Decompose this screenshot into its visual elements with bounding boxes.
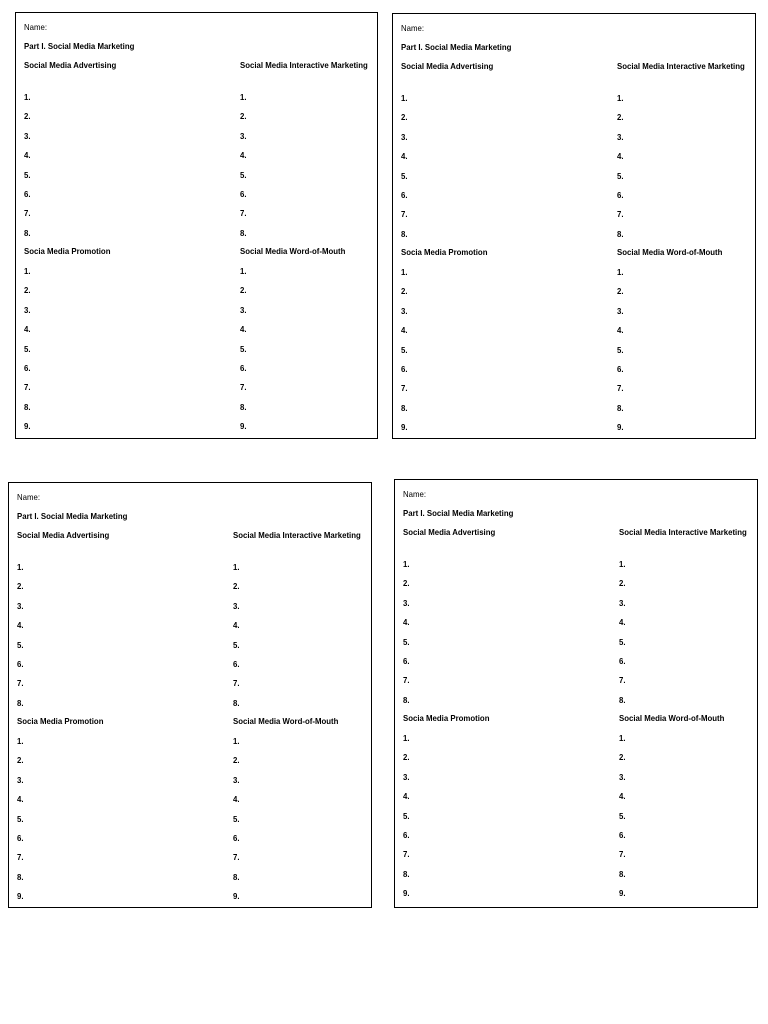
list-item: 4. (17, 620, 24, 631)
list-item: 3. (233, 600, 240, 611)
list-item: 5. (240, 343, 247, 354)
list-item: 5. (401, 344, 408, 355)
list-item: 8. (24, 227, 31, 238)
list-item: 6. (233, 659, 240, 669)
section-heading-word-of-mouth: Social Media Word-of-Mouth (233, 716, 339, 726)
list-item: 1. (17, 736, 24, 746)
list-item: 4. (619, 791, 626, 802)
list-item: 5. (619, 636, 626, 647)
name-label: Name: (401, 23, 425, 33)
list-item: 7. (24, 382, 31, 393)
list-item: 7. (403, 675, 410, 686)
list-item: 2. (619, 752, 626, 763)
list-item: 2. (240, 111, 247, 122)
list-item: 3. (617, 131, 624, 142)
list-item: 6. (17, 659, 24, 669)
list-item: 6. (403, 656, 410, 666)
section-heading-word-of-mouth: Social Media Word-of-Mouth (240, 246, 346, 256)
list-item: 6. (24, 189, 31, 199)
list-item: 8. (617, 402, 624, 413)
list-item: 5. (403, 810, 410, 821)
list-item: 7. (17, 852, 24, 863)
list-item: 9. (240, 421, 247, 432)
list-item: 5. (17, 639, 24, 650)
list-item: 6. (619, 830, 626, 840)
list-item: 2. (617, 286, 624, 297)
list-item: 2. (240, 285, 247, 296)
list-item: 8. (401, 402, 408, 413)
list-item: 7. (17, 678, 24, 689)
list-item: 7. (24, 208, 31, 219)
section-heading-advertising: Social Media Advertising (403, 527, 496, 537)
list-item: 5. (24, 343, 31, 354)
list-item: 5. (619, 810, 626, 821)
list-item: 3. (240, 130, 247, 141)
section-heading-interactive: Social Media Interactive Marketing (233, 530, 361, 540)
list-item: 4. (240, 150, 247, 161)
list-item: 3. (24, 130, 31, 141)
list-item: 4. (240, 324, 247, 335)
list-item: 5. (240, 169, 247, 180)
list-item: 7. (401, 209, 408, 220)
list-item: 3. (17, 600, 24, 611)
list-item: 5. (233, 813, 240, 824)
section-heading-interactive: Social Media Interactive Marketing (617, 61, 745, 71)
list-item: 1. (403, 733, 410, 743)
list-item: 1. (619, 733, 626, 743)
list-item: 8. (240, 227, 247, 238)
list-item: 8. (233, 871, 240, 882)
list-item: 9. (17, 891, 24, 902)
list-item: 6. (617, 364, 624, 374)
list-item: 5. (617, 344, 624, 355)
worksheet-card (394, 479, 758, 908)
list-item: 4. (619, 617, 626, 628)
list-item: 4. (617, 325, 624, 336)
list-item: 1. (240, 92, 247, 102)
list-item: 2. (24, 285, 31, 296)
list-item: 7. (401, 383, 408, 394)
section-heading-promotion: Socia Media Promotion (401, 247, 488, 257)
list-item: 3. (619, 597, 626, 608)
worksheet-card (8, 482, 372, 908)
list-item: 9. (619, 888, 626, 899)
list-item: 3. (401, 305, 408, 316)
list-item: 8. (233, 697, 240, 708)
list-item: 1. (17, 562, 24, 572)
list-item: 7. (617, 209, 624, 220)
list-item: 9. (24, 421, 31, 432)
name-label: Name: (24, 22, 48, 32)
part-title: Part I. Social Media Marketing (17, 511, 128, 521)
list-item: 1. (24, 92, 31, 102)
list-item: 3. (617, 305, 624, 316)
list-item: 3. (24, 304, 31, 315)
list-item: 1. (403, 559, 410, 569)
list-item: 2. (401, 112, 408, 123)
list-item: 8. (619, 694, 626, 705)
list-item: 3. (403, 597, 410, 608)
list-item: 1. (240, 266, 247, 276)
section-heading-advertising: Social Media Advertising (17, 530, 110, 540)
list-item: 6. (233, 833, 240, 843)
list-item: 8. (403, 694, 410, 705)
list-item: 5. (233, 639, 240, 650)
list-item: 4. (401, 151, 408, 162)
list-item: 7. (619, 849, 626, 860)
list-item: 4. (24, 324, 31, 335)
list-item: 4. (403, 791, 410, 802)
list-item: 8. (24, 401, 31, 412)
list-item: 1. (233, 736, 240, 746)
list-item: 8. (17, 871, 24, 882)
list-item: 1. (617, 93, 624, 103)
list-item: 4. (233, 794, 240, 805)
list-item: 2. (403, 578, 410, 589)
list-item: 8. (617, 228, 624, 239)
list-item: 5. (617, 170, 624, 181)
list-item: 6. (619, 656, 626, 666)
list-item: 8. (17, 697, 24, 708)
list-item: 7. (619, 675, 626, 686)
section-heading-interactive: Social Media Interactive Marketing (619, 527, 747, 537)
list-item: 4. (17, 794, 24, 805)
part-title: Part I. Social Media Marketing (403, 508, 514, 518)
list-item: 3. (619, 771, 626, 782)
list-item: 9. (233, 891, 240, 902)
list-item: 6. (403, 830, 410, 840)
section-heading-interactive: Social Media Interactive Marketing (240, 60, 368, 70)
list-item: 4. (233, 620, 240, 631)
list-item: 2. (24, 111, 31, 122)
list-item: 3. (240, 304, 247, 315)
section-heading-promotion: Socia Media Promotion (403, 713, 490, 723)
list-item: 5. (24, 169, 31, 180)
list-item: 7. (240, 208, 247, 219)
list-item: 7. (403, 849, 410, 860)
list-item: 2. (233, 581, 240, 592)
list-item: 8. (619, 868, 626, 879)
list-item: 7. (233, 678, 240, 689)
list-item: 2. (233, 755, 240, 766)
list-item: 6. (17, 833, 24, 843)
list-item: 1. (24, 266, 31, 276)
list-item: 8. (403, 868, 410, 879)
list-item: 5. (17, 813, 24, 824)
part-title: Part I. Social Media Marketing (24, 41, 135, 51)
section-heading-advertising: Social Media Advertising (401, 61, 494, 71)
list-item: 4. (24, 150, 31, 161)
section-heading-promotion: Socia Media Promotion (17, 716, 104, 726)
list-item: 2. (401, 286, 408, 297)
list-item: 3. (401, 131, 408, 142)
list-item: 7. (240, 382, 247, 393)
list-item: 8. (240, 401, 247, 412)
section-heading-advertising: Social Media Advertising (24, 60, 117, 70)
worksheet-card (15, 12, 378, 439)
list-item: 9. (401, 422, 408, 433)
list-item: 8. (401, 228, 408, 239)
list-item: 7. (617, 383, 624, 394)
list-item: 4. (617, 151, 624, 162)
list-item: 1. (619, 559, 626, 569)
name-label: Name: (403, 489, 427, 499)
list-item: 5. (403, 636, 410, 647)
list-item: 6. (240, 363, 247, 373)
list-item: 7. (233, 852, 240, 863)
list-item: 6. (401, 190, 408, 200)
list-item: 4. (403, 617, 410, 628)
list-item: 5. (401, 170, 408, 181)
list-item: 3. (17, 774, 24, 785)
list-item: 1. (401, 93, 408, 103)
list-item: 1. (617, 267, 624, 277)
list-item: 1. (401, 267, 408, 277)
section-heading-promotion: Socia Media Promotion (24, 246, 111, 256)
list-item: 3. (233, 774, 240, 785)
list-item: 6. (240, 189, 247, 199)
list-item: 9. (617, 422, 624, 433)
list-item: 2. (17, 755, 24, 766)
list-item: 4. (401, 325, 408, 336)
list-item: 6. (401, 364, 408, 374)
list-item: 3. (403, 771, 410, 782)
list-item: 2. (17, 581, 24, 592)
list-item: 2. (403, 752, 410, 763)
section-heading-word-of-mouth: Social Media Word-of-Mouth (617, 247, 723, 257)
list-item: 1. (233, 562, 240, 572)
name-label: Name: (17, 492, 41, 502)
list-item: 2. (617, 112, 624, 123)
list-item: 9. (403, 888, 410, 899)
worksheet-card (392, 13, 756, 439)
list-item: 6. (617, 190, 624, 200)
section-heading-word-of-mouth: Social Media Word-of-Mouth (619, 713, 725, 723)
part-title: Part I. Social Media Marketing (401, 42, 512, 52)
list-item: 6. (24, 363, 31, 373)
list-item: 2. (619, 578, 626, 589)
